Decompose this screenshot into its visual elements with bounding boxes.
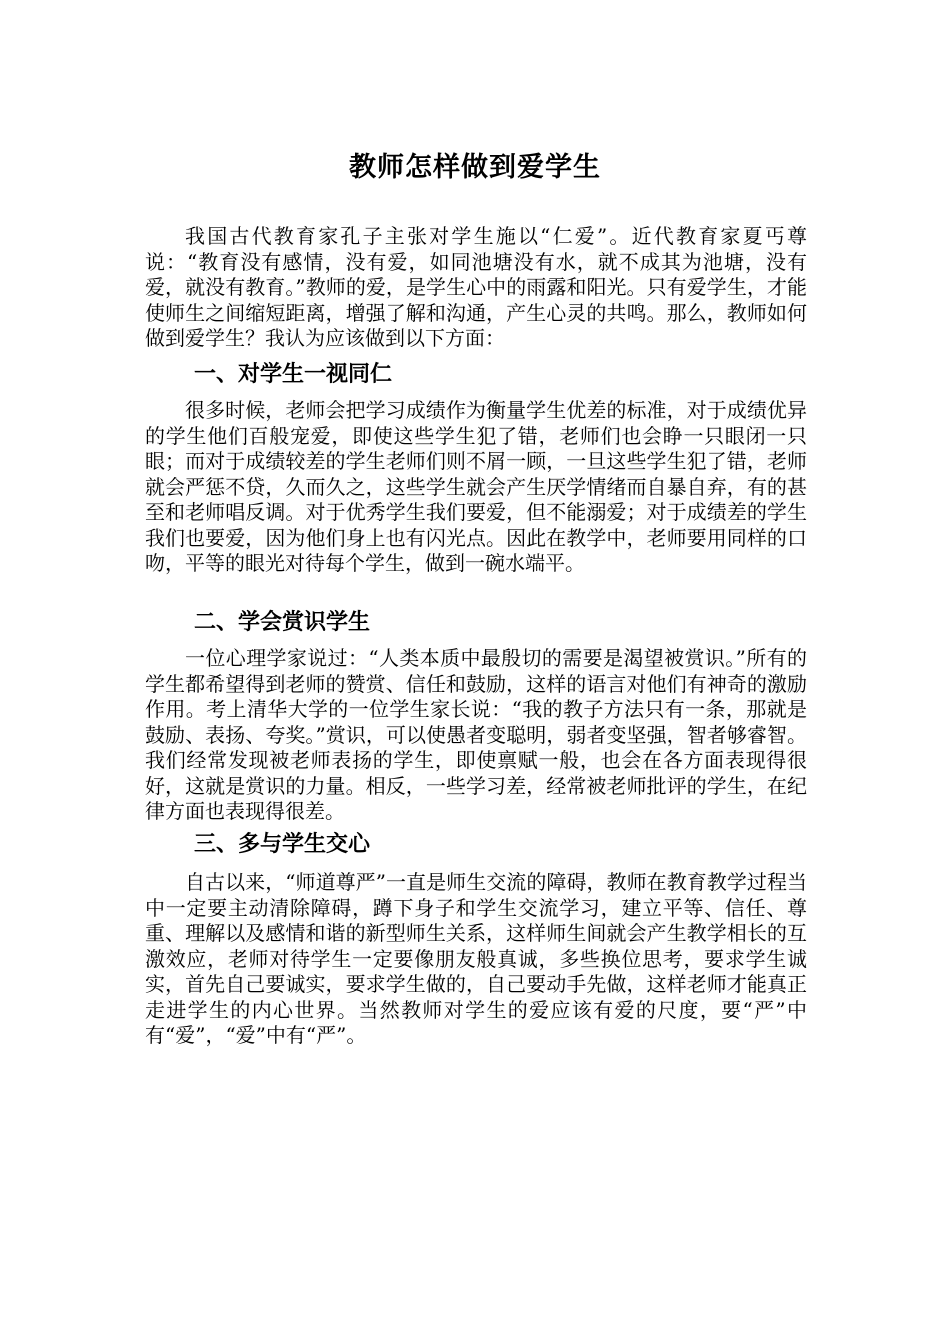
intro-paragraph: 我国古代教育家孔子主张对学生施以“仁爱”。近代教育家夏丐尊说：“教育没有感情，没有爱，如同池塘没有水，就不成其为池塘，没有爱，就没有教育。”教师的爱，是学生心中的雨露和阳光。只有爱学生，才能使师生之间缩短距离，增强了解和沟通，产生心灵的共鸣。那么，教师如何做到爱学生？我认为应该做到以下方面： — [145, 224, 807, 350]
section-body-3: 自古以来，“师道尊严”一直是师生交流的障碍，教师在教育教学过程当中一定要主动清除障碍，蹲下身子和学生交流学习，建立平等、信任、尊重、理解以及感情和谐的新型师生关系，这样师生间就会产生教学相长的互激效应，老师对待学生一定要像朋友般真诚，多些换位思考，要求学生诚实，首先自己要诚实，要求学生做的，自己要动手先做，这样老师才能真正走进学生的内心世界。当然教师对学生的爱应该有爱的尺度，要“严”中有“爱”，“爱”中有“严”。 — [145, 870, 807, 1047]
section-heading-3: 三、多与学生交心 — [194, 832, 371, 857]
section-heading-2: 二、学会赏识学生 — [194, 610, 371, 635]
section-body-1: 很多时候，老师会把学习成绩作为衡量学生优差的标准，对于成绩优异的学生他们百般宠爱，即使这些学生犯了错，老师们也会睁一只眼闭一只眼；而对于成绩较差的学生老师们则不屑一顾，一旦这些学生犯了错，老师就会严惩不贷，久而久之，这些学生就会产生厌学情绪而自暴自弃，有的甚至和老师唱反调。对于优秀学生我们要爱，但不能溺爱；对于成绩差的学生我们也要爱，因为他们身上也有闪光点。因此在教学中，老师要用同样的口吻，平等的眼光对待每个学生，做到一碗水端平。 — [145, 398, 807, 575]
section-heading-1: 一、对学生一视同仁 — [194, 362, 393, 387]
section-body-2: 一位心理学家说过：“人类本质中最殷切的需要是渴望被赏识。”所有的学生都希望得到老师的赞赏、信任和鼓励，这样的语言对他们有神奇的激励作用。考上清华大学的一位学生家长说：“我的教子方法只有一条，那就是鼓励、表扬、夸奖。”赏识，可以使愚者变聪明，弱者变坚强，智者够睿智。我们经常发现被老师表扬的学生，即使禀赋一般，也会在各方面表现得很好，这就是赏识的力量。相反，一些学习差，经常被老师批评的学生，在纪律方面也表现得很差。 — [145, 646, 807, 823]
document-title: 教师怎样做到爱学生 — [349, 152, 601, 184]
